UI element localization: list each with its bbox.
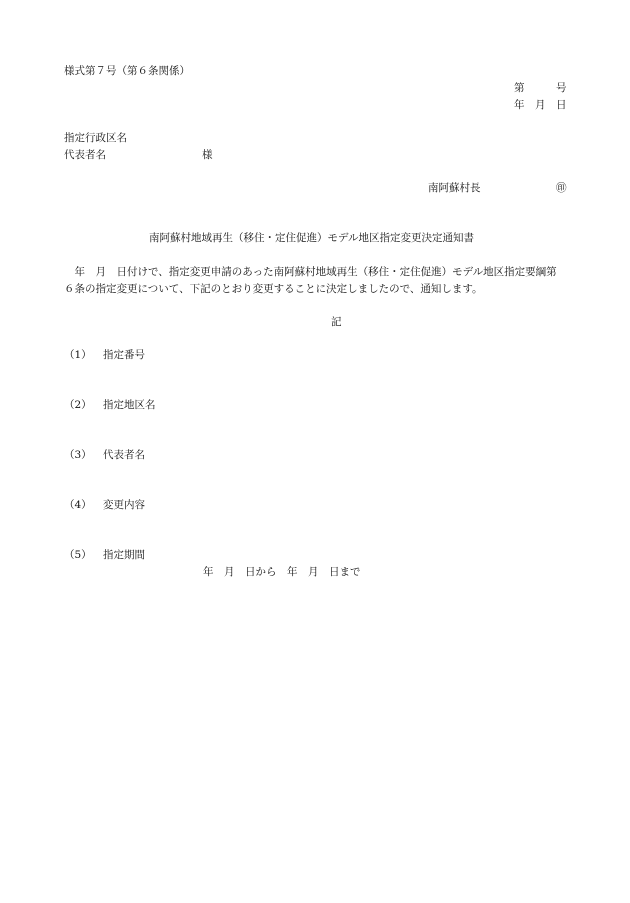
item-label-district-name: 指定地区名 <box>103 399 156 411</box>
body-line-2: ６条の指定変更について、下記のとおり変更することに決定しましたので、通知します。 <box>64 283 483 295</box>
item-number: （1） <box>64 349 92 361</box>
item-label-designation-period: 指定期間 <box>103 549 145 561</box>
document-title: 南阿蘇村地域再生（移住・定住促進）モデル地区指定変更決定通知書 <box>149 232 474 244</box>
recipient-area-label: 指定行政区名 <box>64 132 127 144</box>
item-number: （4） <box>64 499 92 511</box>
document-number: 第 号 <box>514 82 567 94</box>
body-line-1: 年 月 日付けで、指定変更申請のあった南阿蘇村地域再生（移住・定住促進）モデル地区指定要綱第 <box>64 266 557 278</box>
recipient-representative-label: 代表者名 <box>64 149 106 161</box>
period-range: 年 月 日から 年 月 日まで <box>203 566 361 578</box>
item-number: （5） <box>64 549 92 561</box>
item-label-designation-number: 指定番号 <box>103 349 145 361</box>
item-label-representative-name: 代表者名 <box>103 449 145 461</box>
item-number: （3） <box>64 449 92 461</box>
document-date: 年 月 日 <box>514 99 567 111</box>
seal-mark: ㊞ <box>556 182 567 194</box>
recipient-honorific: 様 <box>202 149 213 161</box>
ki-heading: 記 <box>331 316 342 328</box>
item-number: （2） <box>64 399 92 411</box>
sender-title: 南阿蘇村長 <box>428 182 481 194</box>
item-label-change-content: 変更内容 <box>103 499 145 511</box>
form-label: 様式第７号（第６条関係） <box>64 65 190 77</box>
